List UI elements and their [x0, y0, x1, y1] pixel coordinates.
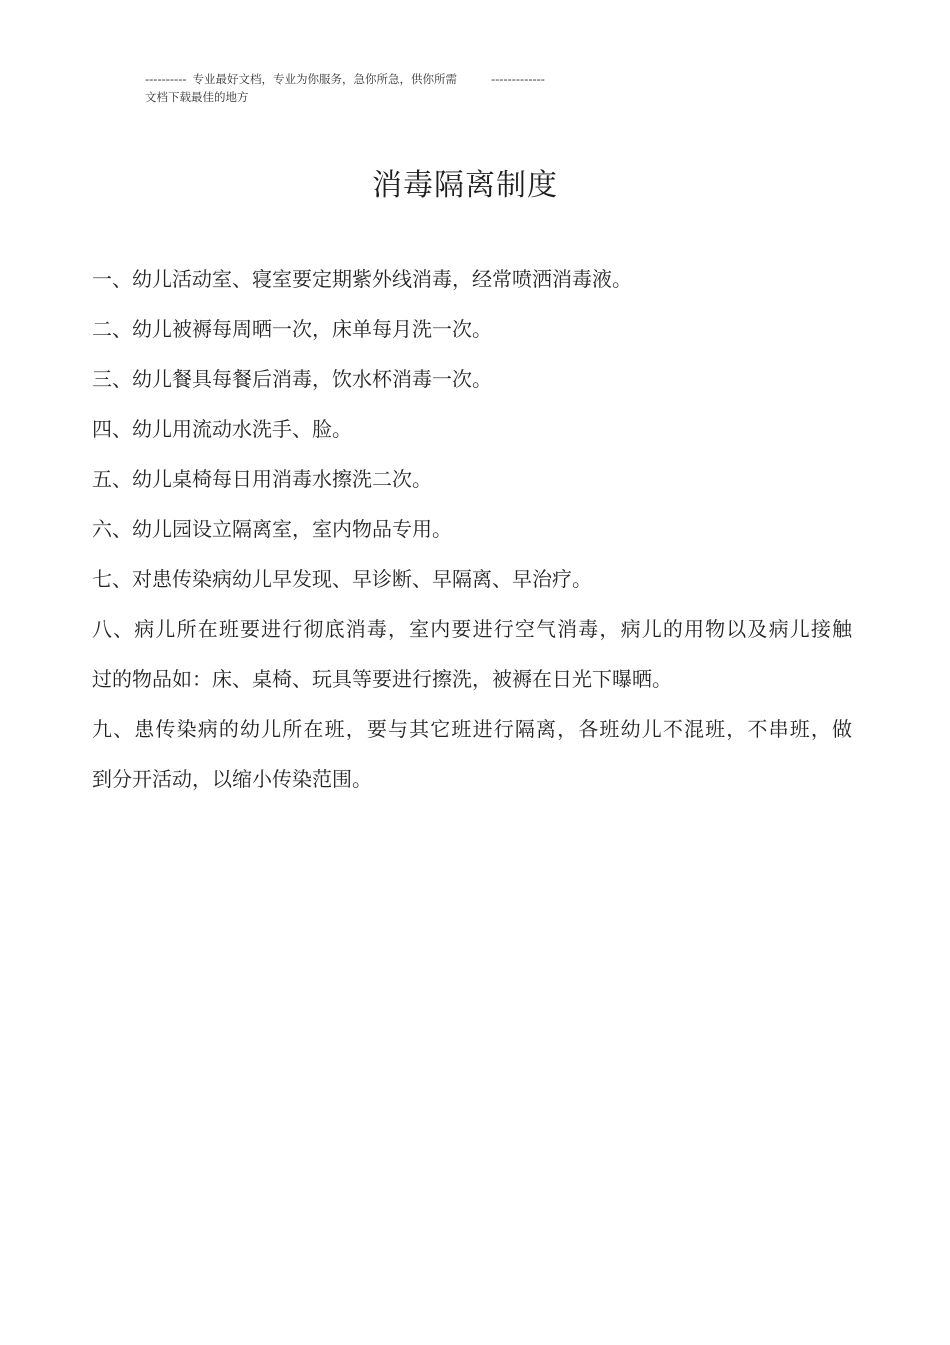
header-dash-left: ---------- — [145, 72, 187, 86]
rule-line: 六、幼儿园设立隔离室，室内物品专用。 — [92, 517, 452, 541]
header-slogan-line — [145, 70, 665, 88]
rule-line: 七、对患传染病幼儿早发现、早诊断、早隔离、早治疗。 — [92, 567, 592, 591]
rule-item — [92, 554, 852, 604]
rule-item — [92, 604, 852, 704]
rule-line: 九、患传染病的幼儿所在班，要与其它班进行隔离，各班幼儿不混班，不串班，做 — [92, 717, 852, 741]
rules-list — [92, 254, 852, 804]
rule-item — [92, 304, 852, 354]
rule-item — [92, 354, 852, 404]
header-dash-right: ------------- — [491, 72, 545, 86]
header-subtitle: 文档下载最佳的地方 — [145, 90, 249, 104]
rule-line: 四、幼儿用流动水洗手、脸。 — [92, 417, 352, 441]
rule-line: 八、病儿所在班要进行彻底消毒，室内要进行空气消毒，病儿的用物以及病儿接触 — [92, 617, 852, 641]
header-slogan: 专业最好文档，专业为你服务，急你所急，供你所需 — [192, 72, 457, 86]
rule-line: 三、幼儿餐具每餐后消毒，饮水杯消毒一次。 — [92, 367, 492, 391]
rule-item — [92, 504, 852, 554]
rule-line: 五、幼儿桌椅每日用消毒水擦洗二次。 — [92, 467, 432, 491]
page-title: 消毒隔离制度 — [372, 168, 558, 203]
rule-item — [92, 254, 852, 304]
document-header — [145, 70, 665, 106]
rule-item — [92, 404, 852, 454]
rule-line: 到分开活动，以缩小传染范围。 — [92, 767, 372, 791]
rule-item — [92, 454, 852, 504]
rule-item — [92, 704, 852, 804]
rule-line: 过的物品如：床、桌椅、玩具等要进行擦洗，被褥在日光下曝晒。 — [92, 667, 672, 691]
rule-line: 一、幼儿活动室、寝室要定期紫外线消毒，经常喷洒消毒液。 — [92, 267, 632, 291]
rule-line: 二、幼儿被褥每周晒一次，床单每月洗一次。 — [92, 317, 492, 341]
